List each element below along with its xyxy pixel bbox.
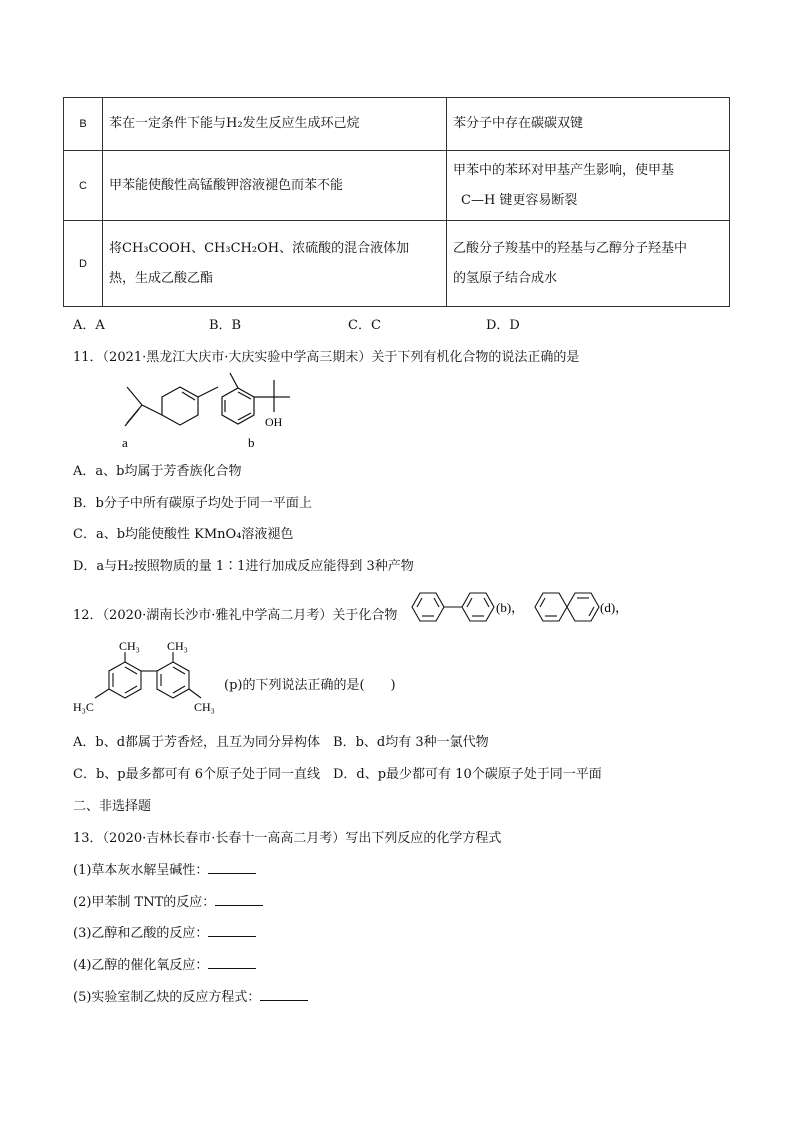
q13-item xyxy=(73,859,256,878)
q13-item xyxy=(73,986,308,1005)
q13-item xyxy=(73,922,256,941)
q13-item-text: (2)甲苯制 TNT的反应： xyxy=(73,895,216,910)
d-tag: (d)， xyxy=(600,600,629,615)
reason-text: C—H 键更容易断裂 xyxy=(461,192,578,208)
q10-option-b: B．B xyxy=(209,318,242,333)
row-reason xyxy=(447,221,730,307)
answer-table xyxy=(63,97,730,307)
answer-blank[interactable] xyxy=(260,988,308,1001)
q13-item-text: (4)乙醇的催化氧反应： xyxy=(73,958,209,973)
answer-blank[interactable] xyxy=(208,924,256,937)
table-row xyxy=(64,151,730,221)
q10-option-c: C．C xyxy=(348,318,381,333)
q11-option-d: D．a与H₂按照物质的量 1∶1进行加成反应能得到 3种产物 xyxy=(73,559,414,574)
b-tag: (b)， xyxy=(496,600,525,615)
q10-option-d: D．D xyxy=(486,318,520,333)
molecule-d xyxy=(535,593,599,621)
molecule-b xyxy=(412,593,494,621)
ch3-label: CH₃ xyxy=(194,700,215,714)
reason-text: 甲苯中的苯环对甲基产生影响，使甲基 xyxy=(453,162,675,178)
q11-option-b: B．b分子中所有碳原子均处于同一平面上 xyxy=(73,496,312,511)
row-statement xyxy=(103,151,447,221)
statement-text: 将CH₃COOH、CH₃CH₂OH、浓硫酸的混合液体加 xyxy=(109,240,410,256)
q11-stem: 11．（2021·黑龙江大庆市·大庆实验中学高三期末）关于下列有机化合物的说法正确的是 xyxy=(73,350,580,365)
q13-item-text: (1)草本灰水解呈碱性： xyxy=(73,863,209,878)
q11-structures xyxy=(70,370,300,455)
h3c-label: H₃C xyxy=(73,700,94,714)
ch3-label: CH₃ xyxy=(167,640,188,653)
row-statement xyxy=(103,221,447,307)
answer-blank[interactable] xyxy=(208,956,256,969)
molecule-p xyxy=(70,640,230,720)
table-row xyxy=(64,98,730,151)
answer-blank[interactable] xyxy=(208,861,256,874)
table-row xyxy=(64,221,730,307)
q13-stem: 13．（2020·吉林长春市·长春十一高高二月考）写出下列反应的化学方程式 xyxy=(73,831,502,846)
statement-text: 甲苯能使酸性高锰酸钾溶液褪色而苯不能 xyxy=(109,177,344,193)
q12-stem: 12．（2020·湖南长沙市·雅礼中学高二月考）关于化合物 xyxy=(73,608,398,623)
q12-options-ab: A．b、d都属于芳香烃，且互为同分异构体 B．b、d均有 3种一氯代物 xyxy=(73,735,489,750)
q12-p-tail: (p)的下列说法正确的是( ) xyxy=(224,678,396,693)
q11-option-a: A．a、b均属于芳香族化合物 xyxy=(73,464,242,479)
oh-label: OH xyxy=(265,415,283,429)
statement-text: 苯在一定条件下能与H₂发生反应生成环己烷 xyxy=(109,116,360,131)
row-reason xyxy=(447,98,730,151)
row-reason xyxy=(447,151,730,221)
answer-blank[interactable] xyxy=(215,893,263,906)
q13-item xyxy=(73,954,256,973)
row-label: C xyxy=(64,151,103,221)
label-a: a xyxy=(122,435,128,450)
q11-option-c: C．a、b均能使酸性 KMnO₄溶液褪色 xyxy=(73,527,294,542)
row-label: B xyxy=(64,98,103,151)
q10-option-a: A．A xyxy=(73,318,105,333)
q13-item xyxy=(73,891,263,910)
statement-text: 热，生成乙酸乙酯 xyxy=(109,270,214,286)
reason-text: 的氢原子结合成水 xyxy=(453,270,558,286)
row-statement xyxy=(103,98,447,151)
label-b: b xyxy=(248,435,255,450)
molecule-a xyxy=(125,387,218,426)
q12-options-cd: C．b、p最多都可有 6个原子处于同一直线 D．d、p最少都可有 10个碳原子处于同一平面 xyxy=(73,767,602,782)
reason-text: 苯分子中存在碳碳双键 xyxy=(453,116,584,131)
q13-item-text: (5)实验室制乙炔的反应方程式： xyxy=(73,990,261,1005)
ch3-label: CH₃ xyxy=(119,640,140,653)
row-label: D xyxy=(64,221,103,307)
q13-item-text: (3)乙醇和乙酸的反应： xyxy=(73,926,209,941)
section-heading: 二、非选择题 xyxy=(73,799,152,814)
molecule-p-bonds xyxy=(95,652,201,698)
q12-structures-bd xyxy=(408,588,648,628)
reason-text: 乙酸分子羧基中的羟基与乙醇分子羟基中 xyxy=(453,240,688,256)
